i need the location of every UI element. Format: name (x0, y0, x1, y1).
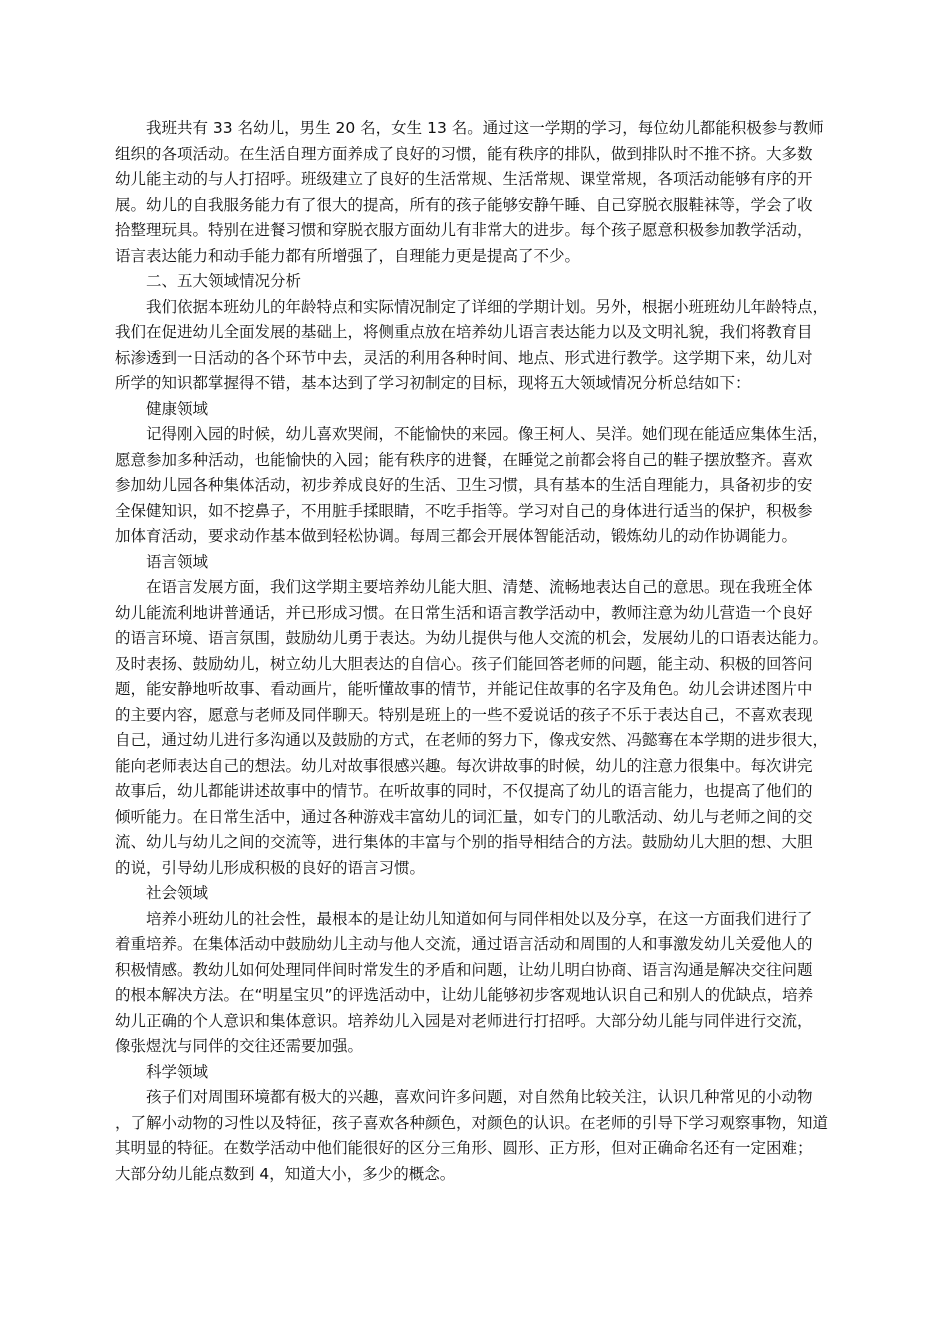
text-line: 参加幼儿园各种集体活动，初步养成良好的生活、卫生习惯，具有基本的生活自理能力，具备初步的安 (115, 476, 813, 494)
text-line: 社会领域 (146, 884, 209, 902)
text-line: 自己，通过幼儿进行多沟通以及鼓励的方式，在老师的努力下，像戎安然、冯懿骞在本学期的进步很大， (115, 731, 829, 749)
text-line: 流、幼儿与幼儿之间的交流等，进行集体的丰富与个别的指导相结合的方法。鼓励幼儿大胆的想、大胆 (115, 833, 813, 851)
text-line: 其明显的特征。在数学活动中他们能很好的区分三角形、圆形、正方形，但对正确命名还有一定困难； (115, 1139, 813, 1157)
text-line: 加体育活动，要求动作基本做到轻松协调。每周三都会开展体智能活动，锻炼幼儿的动作协调能力。 (115, 527, 798, 545)
text-line: 孩子们对周围环境都有极大的兴趣，喜欢问许多问题，对自然角比较关注，认识几种常见的小动物 (146, 1088, 813, 1106)
document-body (115, 116, 839, 1187)
text-line: 的根本解决方法。在“明星宝贝”的评选活动中，让幼儿能够初步客观地认识自己和别人的优缺点，培养 (115, 986, 814, 1004)
text-line: 展。幼儿的自我服务能力有了很大的提高，所有的孩子能够安静午睡、自己穿脱衣服鞋袜等，学会了收 (115, 195, 813, 214)
text-line: 我班共有 33 名幼儿，男生 20 名，女生 13 名。通过这一学期的学习，每位幼儿都能积极参与教师 (146, 119, 824, 137)
text-line: 愿意参加多种活动，也能愉快的入园；能有秩序的进餐，在睡觉之前都会将自己的鞋子摆放整齐。喜欢 (115, 450, 813, 469)
text-line: 故事后，幼儿都能讲述故事中的情节。在听故事的同时，不仅提高了幼儿的语言能力，也提高了他们的 (115, 782, 813, 800)
text-line: 在语言发展方面，我们这学期主要培养幼儿能大胆、清楚、流畅地表达自己的意思。现在我班全体 (146, 578, 813, 596)
text-line: 我们依据本班幼儿的年龄特点和实际情况制定了详细的学期计划。另外，根据小班班幼儿年龄特点， (146, 297, 829, 316)
text-line: 记得刚入园的时候，幼儿喜欢哭闹，不能愉快的来园。像王柯人、吴洋。她们现在能适应集体生活， (146, 425, 829, 443)
text-line: 倾听能力。在日常生活中，通过各种游戏丰富幼儿的词汇量，如专门的儿歌活动、幼儿与老师之间的交 (115, 807, 813, 826)
text-line: 积极情感。教幼儿如何处理同伴间时常发生的矛盾和问题，让幼儿明白协商、语言沟通是解决交往问题 (115, 960, 813, 979)
text-line: 像张煜沈与同伴的交往还需要加强。 (115, 1037, 364, 1055)
text-line: 我们在促进幼儿全面发展的基础上，将侧重点放在培养幼儿语言表达能力以及文明礼貌，我们将教育目 (115, 323, 813, 341)
text-line: 的主要内容，愿意与老师及同伴聊天。特别是班上的一些不爱说话的孩子不乐于表达自己，不喜欢表现 (115, 705, 813, 724)
text-line: 的说，引导幼儿形成积极的良好的语言习惯。 (115, 858, 426, 877)
text-line: 标渗透到一日活动的各个环节中去，灵活的利用各种时间、地点、形式进行教学。这学期下来，幼儿对 (115, 348, 813, 367)
text-line: 科学领域 (146, 1062, 209, 1081)
text-line: 幼儿能流利地讲普通话，并已形成习惯。在日常生活和语言教学活动中，教师注意为幼儿营造一个良好 (115, 603, 813, 622)
text-line: 二、五大领域情况分析 (146, 272, 302, 290)
text-line: 题，能安静地听故事、看动画片，能听懂故事的情节，并能记住故事的名字及角色。幼儿会讲述图片中 (115, 680, 813, 698)
text-line: 大部分幼儿能点数到 4，知道大小，多少的概念。 (115, 1164, 456, 1183)
text-line: 能向老师表达自己的想法。幼儿对故事很感兴趣。每次讲故事的时候，幼儿的注意力很集中。每次讲完 (115, 756, 813, 775)
text-line: 及时表扬、鼓励幼儿，树立幼儿大胆表达的自信心。孩子们能回答老师的问题，能主动、积极的回答问 (115, 654, 813, 673)
text-line: 语言领域 (146, 552, 209, 571)
text-line: 健康领域 (146, 399, 209, 418)
text-line: 全保健知识，如不挖鼻子，不用脏手揉眼睛，不吃手指等。学习对自己的身体进行适当的保护，积极参 (115, 501, 813, 520)
text-line: 语言表达能力和动手能力都有所增强了，自理能力更是提高了不少。 (115, 246, 581, 265)
text-line: 培养小班幼儿的社会性，最根本的是让幼儿知道如何与同伴相处以及分享，在这一方面我们进行了 (146, 909, 813, 928)
text-line: 拾整理玩具。特别在进餐习惯和穿脱衣服方面幼儿有非常大的进步。每个孩子愿意积极参加教学活动， (115, 221, 813, 239)
text-line: 的语言环境、语言氛围，鼓励幼儿勇于表达。为幼儿提供与他人交流的机会，发展幼儿的口语表达能力。 (115, 629, 829, 647)
text-line: 着重培养。在集体活动中鼓励幼儿主动与他人交流，通过语言活动和周围的人和事激发幼儿关爱他人的 (115, 935, 813, 953)
text-line: 幼儿正确的个人意识和集体意识。培养幼儿入园是对老师进行打招呼。大部分幼儿能与同伴进行交流， (115, 1011, 813, 1030)
text-line: ，了解小动物的习性以及特征，孩子喜欢各种颜色，对颜色的认识。在老师的引导下学习观察事物，知道 (115, 1113, 829, 1132)
text-line: 所学的知识都掌握得不错，基本达到了学习初制定的目标，现将五大领域情况分析总结如下： (115, 374, 751, 392)
text-line: 幼儿能主动的与人打招呼。班级建立了良好的生活常规、生活常规、课堂常规，各项活动能够有序的开 (115, 170, 813, 188)
text-line: 组织的各项活动。在生活自理方面养成了良好的习惯，能有秩序的排队，做到排队时不推不挤。大多数 (115, 144, 813, 163)
